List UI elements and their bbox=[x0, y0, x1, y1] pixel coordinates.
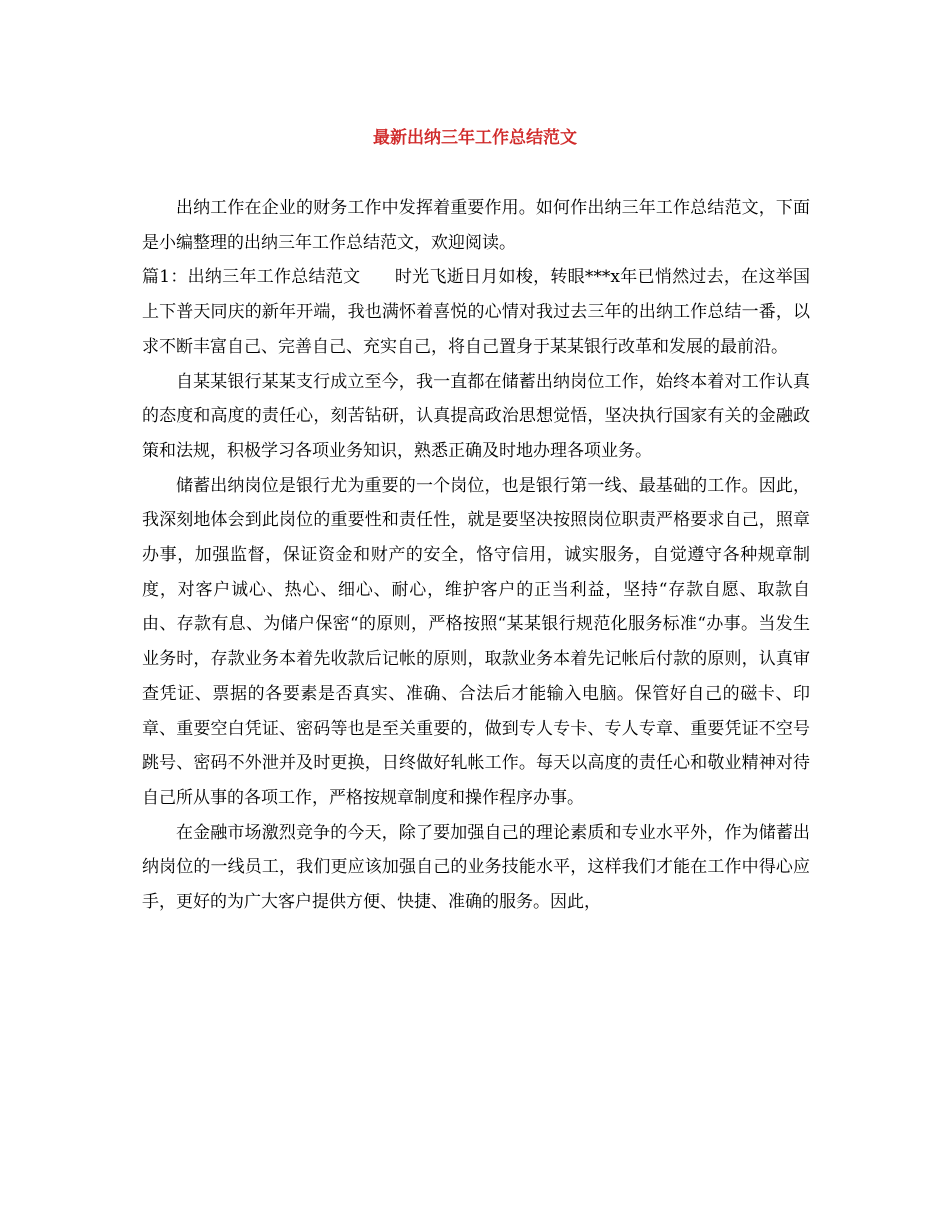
paragraph-intro: 出纳工作在企业的财务工作中发挥着重要作用。如何作出纳三年工作总结范文，下面是小编整理的出纳三年工作总结范文，欢迎阅读。 bbox=[142, 198, 810, 253]
document-title: 最新出纳三年工作总结范文 bbox=[373, 128, 577, 148]
paragraph-section-1-heading: 篇1：出纳三年工作总结范文 时光飞逝日月如梭，转眼***x年已悄然过去，在这举国上下普天同庆的新年开端，我也满怀着喜悦的心情对我过去三年的出纳工作总结一番，以求不断丰富自己、完善自己、充实自己，将自己置身于某某银行改革和发展的最前沿。 bbox=[142, 267, 810, 357]
document-body bbox=[142, 191, 810, 920]
paragraph-teller-duties: 储蓄出纳岗位是银行尤为重要的一个岗位，也是银行第一线、最基础的工作。因此，我深刻地体会到此岗位的重要性和责任性，就是要坚决按照岗位职责严格要求自己，照章办事，加强监督，保证资金和财产的安全，恪守信用，诚实服务，自觉遵守各种规章制度，对客户诚心、热心、细心、耐心，维护客户的正当利益，坚持“存款自愿、取款自由、存款有息、为储户保密“的原则，严格按照“某某银行规范化服务标准“办事。当发生业务时，存款业务本着先收款后记帐的原则，取款业务本着先记帐后付款的原则，认真审查凭证、票据的各要素是否真实、准确、合法后才能输入电脑。保管好自己的磁卡、印章、重要空白凭证、密码等也是至关重要的，做到专人专卡、专人专章、重要凭证不空号跳号、密码不外泄并及时更换，日终做好轧帐工作。每天以高度的责任心和敬业精神对待自己所从事的各项工作，严格按规章制度和操作程序办事。 bbox=[142, 475, 810, 808]
paragraph-branch-history: 自某某银行某某支行成立至今，我一直都在储蓄出纳岗位工作，始终本着对工作认真的态度和高度的责任心，刻苦钻研，认真提高政治思想觉悟，坚决执行国家有关的金融政策和法规，积极学习各项业务知识，熟悉正确及时地办理各项业务。 bbox=[142, 371, 810, 461]
paragraph-skills: 在金融市场激烈竞争的今天，除了要加强自己的理论素质和专业水平外，作为储蓄出纳岗位的一线员工，我们更应该加强自己的业务技能水平，这样我们才能在工作中得心应手，更好的为广大客户提供方便、快捷、准确的服务。因此， bbox=[142, 822, 810, 913]
